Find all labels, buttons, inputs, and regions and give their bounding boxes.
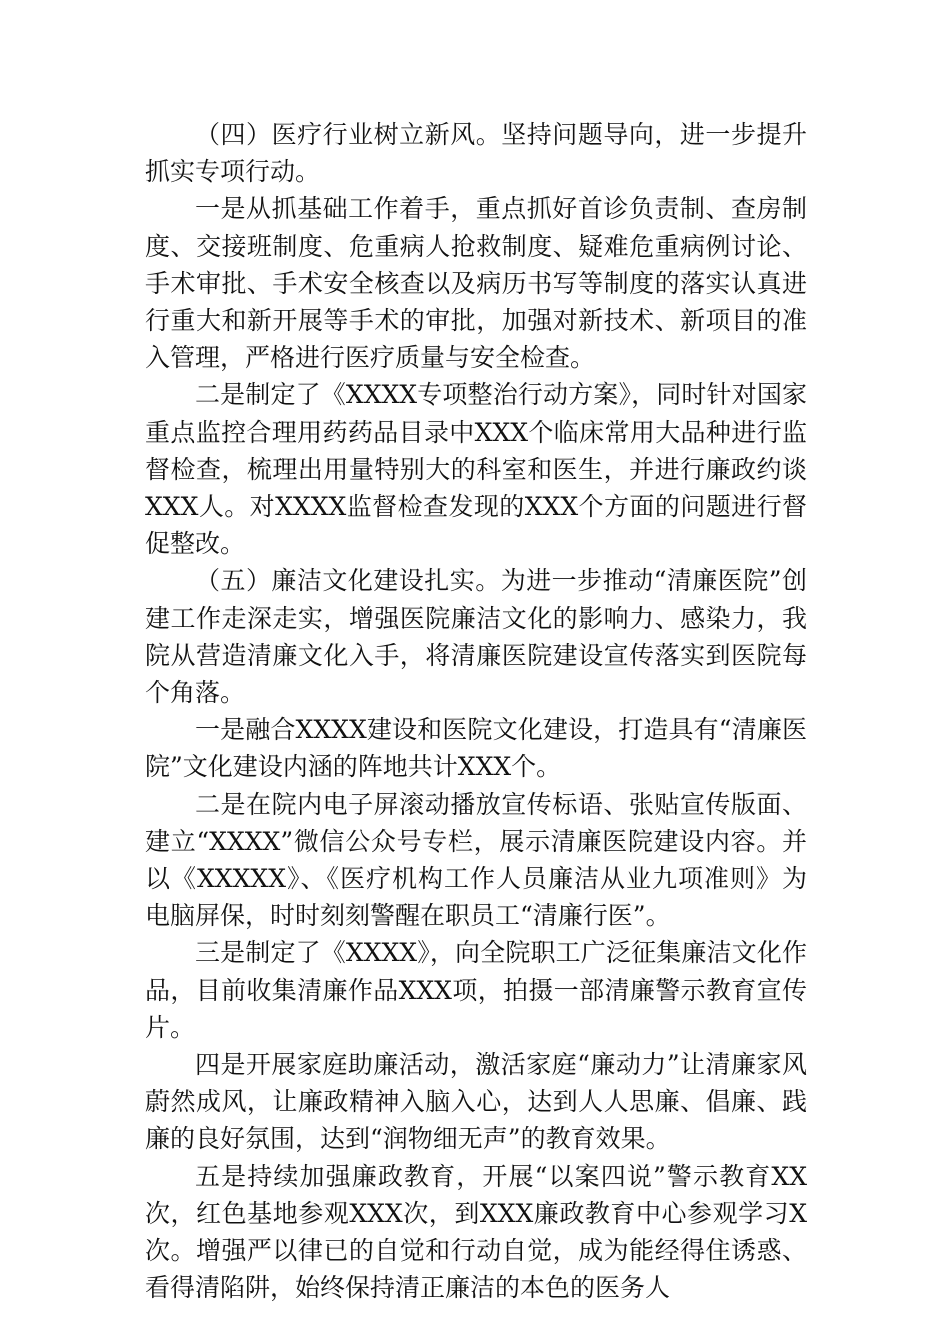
section-heading-5: （五）廉洁文化建设扎实。为进一步推动“清廉医院”创建工作走深走实，增强医院廉洁文化的影响力、感染力，我院从营造清廉文化入手，将清廉医院建设宣传落实到医院每个角落。 <box>145 566 807 708</box>
paragraph-item-5: 五是持续加强廉政教育，开展“以案四说”警示教育XX次，红色基地参观XXX次，到XXX廉政教育中心参观学习X次。增强严以律已的自觉和行动自觉，成为能经得住诱惑、看得清陷阱，始终保持清正廉洁的本色的医务人 <box>145 1161 807 1303</box>
section-heading-4: （四）医疗行业树立新风。坚持问题导向，进一步提升抓实专项行动。 <box>145 120 807 187</box>
document-page <box>145 116 807 1307</box>
paragraph-item-1: 一是从抓基础工作着手，重点抓好首诊负责制、查房制度、交接班制度、危重病人抢救制度、疑难危重病例讨论、手术审批、手术安全核查以及病历书写等制度的落实认真进行重大和新开展等手术的审批，加强对新技术、新项目的准入管理，严格进行医疗质量与安全检查。 <box>145 194 807 373</box>
paragraph-item-2b: 二是在院内电子屏滚动播放宣传标语、张贴宣传版面、建立“XXXX”微信公众号专栏，展示清廉医院建设内容。并以《XXXXX》、《医疗机构工作人员廉洁从业九项准则》为电脑屏保，时时刻刻警醒在职员工“清廉行医”。 <box>145 789 807 931</box>
paragraph-item-4: 四是开展家庭助廉活动，激活家庭“廉动力”让清廉家风蔚然成风，让廉政精神入脑入心，达到人人思廉、倡廉、践廉的良好氛围，达到“润物细无声”的教育效果。 <box>145 1050 807 1154</box>
paragraph-item-1b: 一是融合XXXX建设和医院文化建设，打造具有“清廉医院”文化建设内涵的阵地共计XXX个。 <box>145 715 807 782</box>
paragraph-item-3: 三是制定了《XXXX》，向全院职工广泛征集廉洁文化作品，目前收集清廉作品XXX项，拍摄一部清廉警示教育宣传片。 <box>145 938 807 1042</box>
paragraph-item-2: 二是制定了《XXXX专项整治行动方案》，同时针对国家重点监控合理用药药品目录中XXX个临床常用大品种进行监督检查，梳理出用量特别大的科室和医生，并进行廉政约谈XXX人。对XXXX监督检查发现的XXX个方面的问题进行督促整改。 <box>145 380 807 559</box>
